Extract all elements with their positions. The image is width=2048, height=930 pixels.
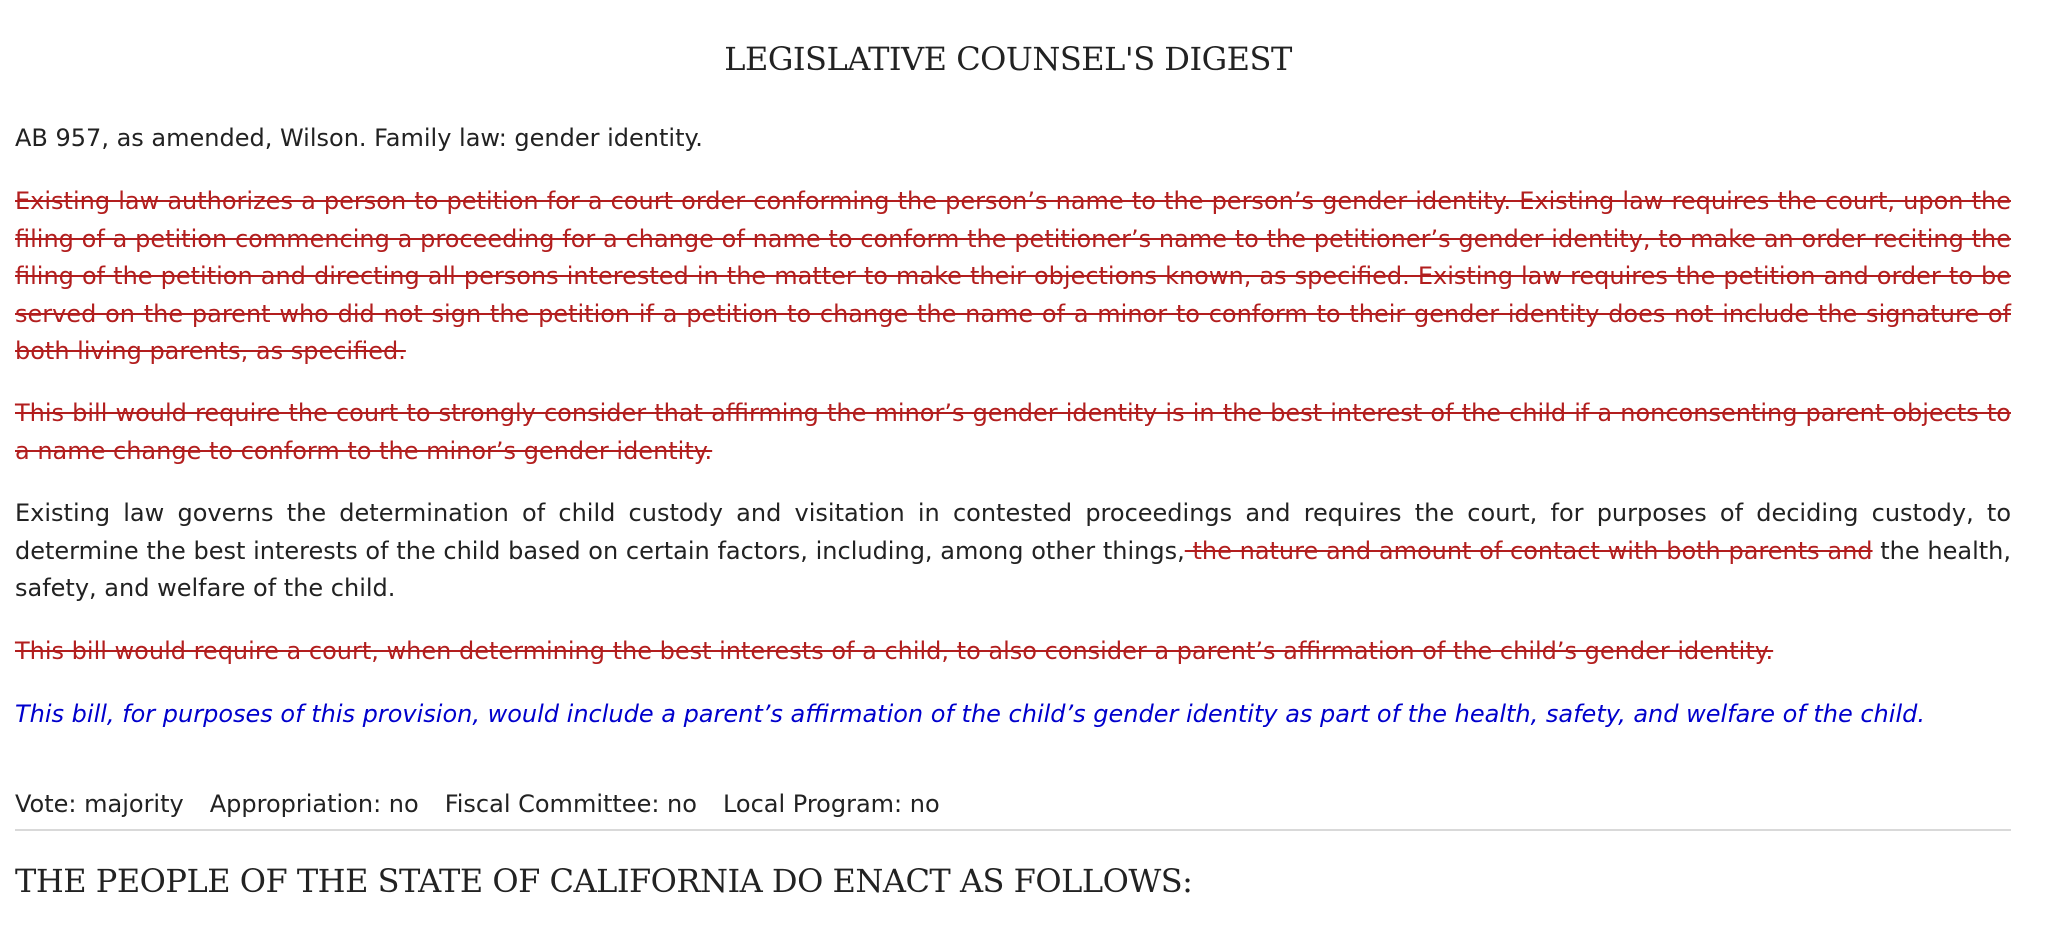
- struck-paragraph-existing-law-name-change: [15, 183, 2011, 371]
- enacting-clause: THE PEOPLE OF THE STATE OF CALIFORNIA DO ENACT AS FOLLOWS:: [15, 862, 1193, 900]
- vote-label: Vote: majority: [15, 790, 184, 818]
- struck-text: Existing law authorizes a person to petition for a court order conforming the person’s name to the person’s gender identity. Existing law requires the court, upon the filing of a petition commencing a proceeding for a change of name to conform the petitioner’s name to the petitioner’s gender identity, to make an order reciting the filing of the petition and directing all persons interested in the matter to make their objections known, as specified. Existing law requires the petition and order to be served on the parent who did not sign the petition if a petition to change the name of a minor to conform to their gender identity does not include the signature of both living parents, as specified.: [15, 187, 2011, 365]
- struck-text: This bill would require a court, when determining the best interests of a child, to also consider a parent’s affirmation of the child’s gender identity.: [15, 637, 1774, 665]
- local-program-label: Local Program: no: [722, 790, 940, 818]
- struck-text: This bill would require the court to strongly consider that affirming the minor’s gender identity is in the best interest of the child if a nonconsenting parent objects to a name change to conform to the minor’s gender identity.: [15, 399, 2011, 465]
- fiscal-committee-label: Fiscal Committee: no: [444, 790, 697, 818]
- paragraph-existing-law-custody: [15, 495, 2011, 608]
- bill-identifier: AB 957, as amended, Wilson. Family law: gender identity.: [15, 124, 703, 152]
- divider: [15, 829, 2011, 831]
- struck-text: the nature and amount of contact with both parents and: [1184, 536, 1873, 565]
- appropriation-label: Appropriation: no: [209, 790, 419, 818]
- vote-info: [15, 790, 966, 818]
- struck-paragraph-bill-best-interests: [15, 633, 2011, 671]
- struck-paragraph-bill-name-change: [15, 395, 2011, 470]
- paragraph-text: Existing law governs the determination of child custody and visitation in contested proceedings and requires the court, for purposes of deciding custody, to determine the best interests of the child based on certain factors, including, among other things,: [15, 499, 2011, 565]
- added-paragraph-bill-provision: [15, 696, 2011, 734]
- added-text: This bill, for purposes of this provision, would include a parent’s affirmation of the child’s gender identity as part of the health, safety, and welfare of the child.: [15, 700, 1925, 728]
- digest-title: LEGISLATIVE COUNSEL'S DIGEST: [724, 40, 1292, 78]
- paragraph-text: the health, safety, and welfare of the child.: [15, 536, 2011, 602]
